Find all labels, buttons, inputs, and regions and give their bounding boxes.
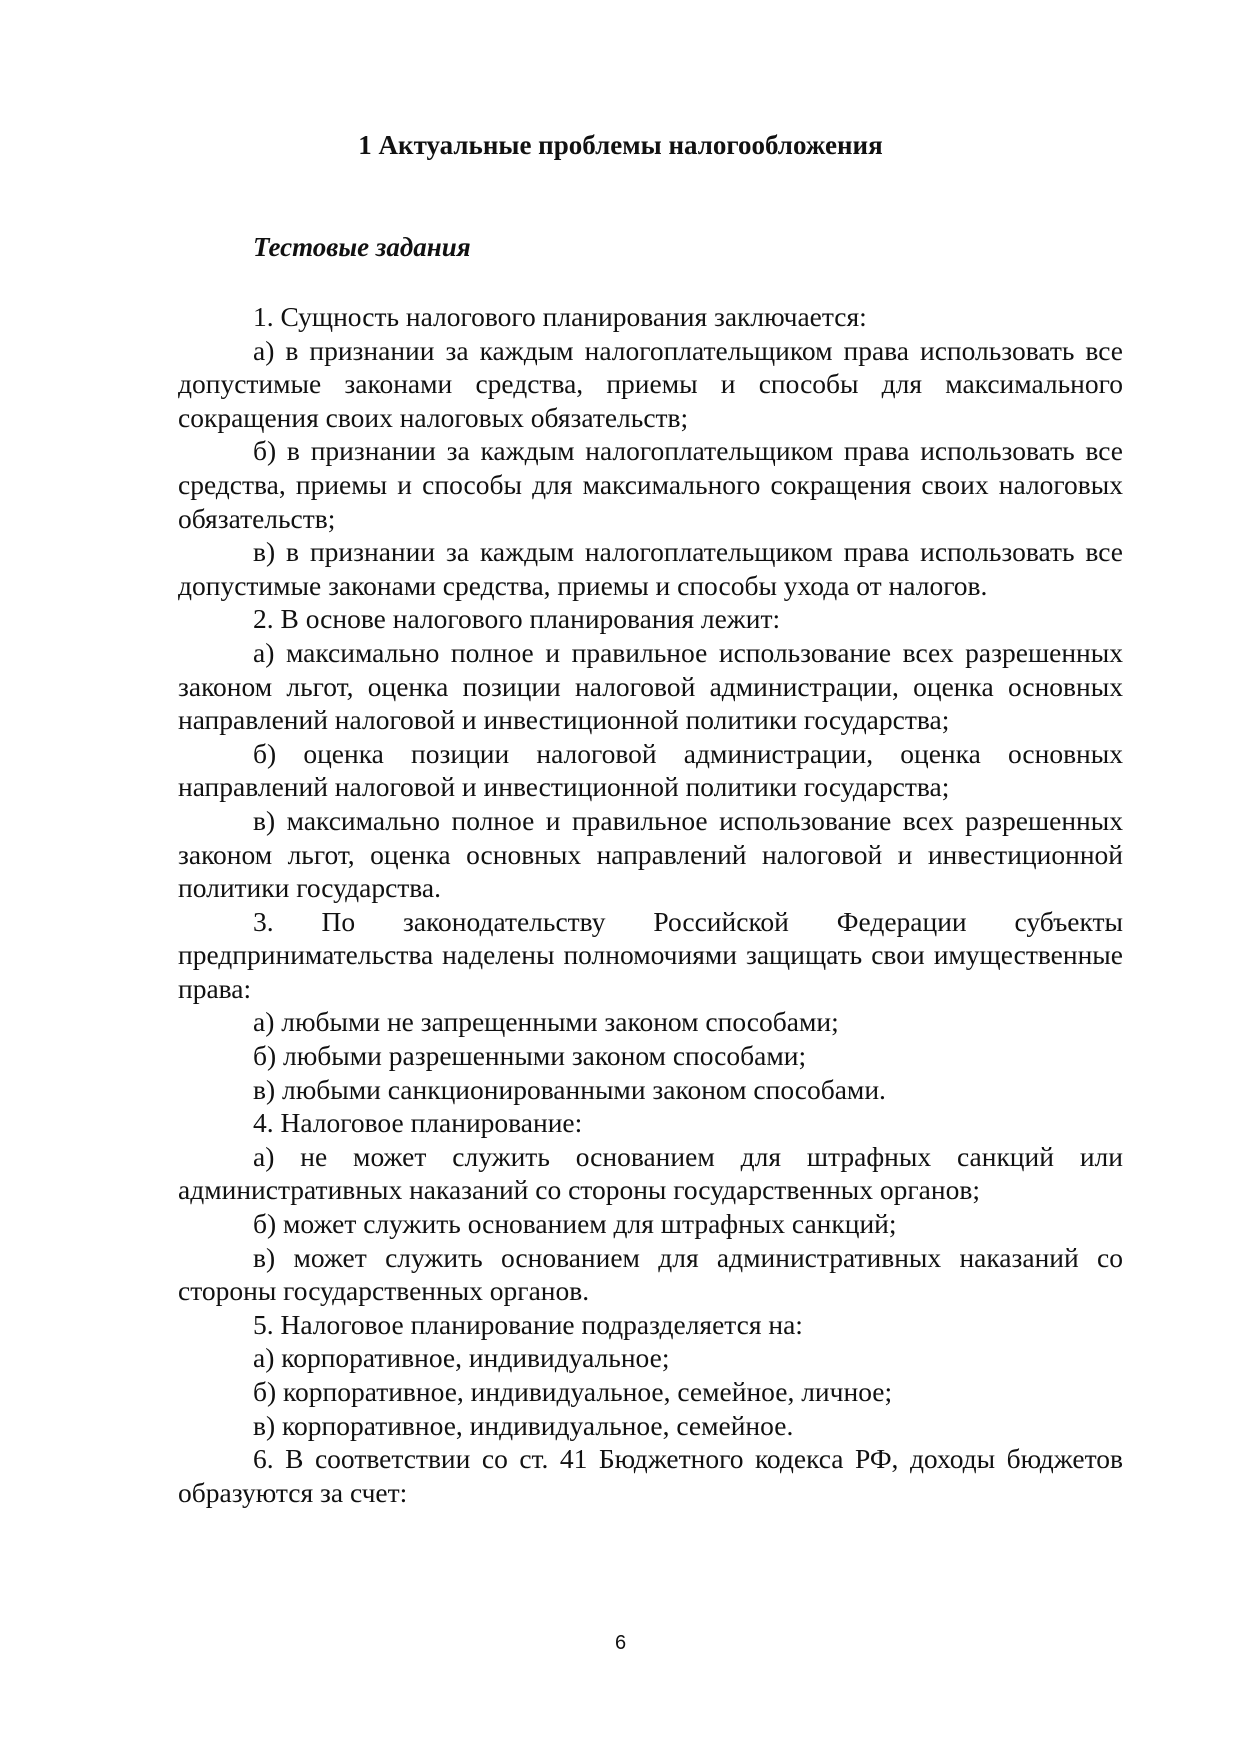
question-paragraph: 2. В основе налогового планирования лежит: [253,603,781,635]
answer-option: б) в признании за каждым налогоплательщиком права использовать все средства, приемы и способы для максимального сокращения своих налоговых обязательств; [178,435,1123,534]
question-paragraph: 4. Налоговое планирование: [253,1107,583,1139]
answer-option: а) в признании за каждым налогоплательщиком права использовать все допустимые законами средства, приемы и способы для максимального сокращения своих налоговых обязательств; [178,334,1123,433]
answer-option: а) корпоративное, индивидуальное; [253,1342,670,1374]
section-title: 1 Актуальные проблемы налогообложения [358,130,883,160]
answer-option: а) не может служить основанием для штрафных санкций или административных наказаний со стороны государственных органов; [178,1140,1123,1206]
document-body [178,300,1123,1509]
answer-option: б) может служить основанием для штрафных санкций; [253,1208,897,1240]
answer-option: в) корпоративное, индивидуальное, семейное. [253,1409,794,1441]
answer-option: б) оценка позиции налоговой администрации, оценка основных направлений налоговой и инвестиционной политики государства; [178,737,1123,803]
answer-option: в) любыми санкционированными законом способами. [253,1073,886,1105]
answer-option: в) максимально полное и правильное использование всех разрешенных законом льгот, оценка основных направлений налоговой и инвестиционной политики государства. [178,804,1123,904]
answer-option: б) любыми разрешенными законом способами; [253,1040,807,1072]
question-paragraph: 3. По законодательству Российской Федерации субъекты предпринимательства наделены полномочиями защищать свои имущественные права: [178,905,1123,1004]
question-paragraph: 1. Сущность налогового планирования заключается: [253,301,867,332]
question-paragraph: 5. Налоговое планирование подразделяется на: [253,1308,803,1340]
answer-option: б) корпоративное, индивидуальное, семейное, личное; [253,1376,893,1407]
page-number: 6 [614,1632,627,1654]
answer-option: а) любыми не запрещенными законом способами; [253,1006,839,1038]
answer-option: в) в признании за каждым налогоплательщиком права использовать все допустимые законами средства, приемы и способы ухода от налогов. [178,536,1123,601]
question-paragraph: 6. В соответствии со ст. 41 Бюджетного кодекса РФ, доходы бюджетов образуются за счет: [178,1443,1123,1508]
section-subtitle: Тестовые задания [253,232,471,262]
answer-option: а) максимально полное и правильное использование всех разрешенных законом льгот, оценка позиции налоговой администрации, оценка основных направлений налоговой и инвестиционной политики государства; [178,636,1123,736]
answer-option: в) может служить основанием для административных наказаний со стороны государственных органов. [178,1241,1123,1307]
